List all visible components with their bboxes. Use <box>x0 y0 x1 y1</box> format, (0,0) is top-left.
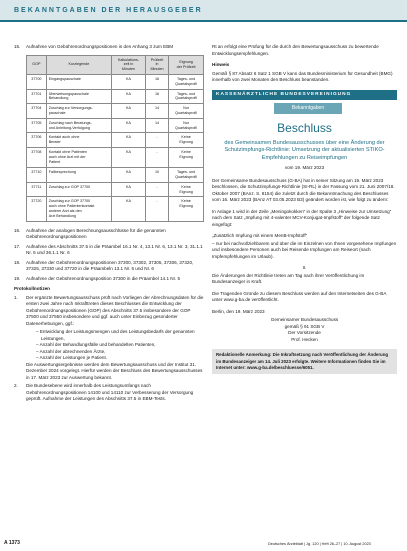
table-cell: Überweisungspauschale Behandlung <box>46 89 111 104</box>
table-cell: - <box>145 133 168 148</box>
list-item <box>14 244 204 257</box>
table-cell: 37701 <box>27 89 47 104</box>
right-column <box>212 44 397 374</box>
table-cell: KA <box>112 148 146 168</box>
table-cell: Zuschlag nach Beratungs- und Anleitung-Verfolgung <box>46 118 111 133</box>
table-cell: KA <box>112 168 146 183</box>
list-item <box>14 44 204 51</box>
signature-line: Prof. Hecken <box>291 336 318 342</box>
table-cell: Zuschlag zur Versorgungs- pauschale <box>46 104 111 119</box>
table-cell: 16 <box>145 89 168 104</box>
roman-numeral: II. <box>302 265 307 271</box>
note-tail: Die Auswertungsergebnisse werden dem Bewertungsausschuss und der Institut 31. Dezember 2024 vorgelegt. Hierfür werden der Beschluss des Bewertungsausschusses in 17. März 2023 zur Auswertung bekannt. <box>26 361 203 380</box>
table-header-row <box>27 55 204 74</box>
table-cell: 37710 <box>27 168 47 183</box>
bekanntgaben-tag: Bekanntgaben <box>274 103 342 114</box>
header-title: BEKANNTGABEN DER HERAUSGEBER <box>14 7 203 14</box>
table-row <box>27 148 204 168</box>
table-cell: - <box>145 148 168 168</box>
dash-item: – Anzahl der abrechnenden Ärzte, <box>36 348 106 354</box>
table-cell: Nur Quartalsprofil <box>169 118 204 133</box>
table-cell: - <box>145 182 168 197</box>
table-cell: KA <box>112 89 146 104</box>
table-cell: 37711 <box>27 182 47 197</box>
item-text: Aufnahme der analogen Berechnungsausschlüsse für die genannten Gebührenordnungspositionen <box>26 227 166 240</box>
item-number: 19. <box>14 275 21 281</box>
table-cell: Keine Eignung <box>169 133 204 148</box>
table-cell: 37705 <box>27 118 47 133</box>
table-cell: 37708 <box>27 148 47 168</box>
table-row <box>27 74 204 89</box>
table-row <box>27 118 204 133</box>
list-item <box>14 276 204 283</box>
table-cell: Eingangspauschale <box>46 74 111 89</box>
table-cell: Tages- und Quartalsprofil <box>169 168 204 183</box>
signature-line: gemäß § 91 SGB V <box>284 323 325 329</box>
table-cell: Zuschlag zur GOP 37700 <box>46 182 111 197</box>
date-line: vom 19. März 2023 <box>284 165 325 171</box>
table-header-cell: Kalkulations- zeit in Minuten <box>112 55 146 74</box>
table-cell: Keine Eignung <box>169 148 204 168</box>
table-cell: KA <box>112 104 146 119</box>
item-number: 15. <box>14 44 21 49</box>
gop-table <box>26 55 204 222</box>
table-cell: 14 <box>145 104 168 119</box>
table-row <box>27 133 204 148</box>
table-cell: KA <box>112 182 146 197</box>
table-row <box>27 197 204 221</box>
hinweis-heading: Hinweis <box>212 62 230 68</box>
table-cell: KA <box>112 74 146 89</box>
hinweis-paragraph: Gemäß § 87 Absatz 6 Satz 1 SGB V kann das Bundesministerium für Gesundheit (BMG) innerhalb von zwei Monaten den Beschluss beanstanden. <box>212 70 393 83</box>
table-cell: Tages- und Quartalsprofil <box>169 74 204 89</box>
table-body <box>27 74 204 221</box>
table-cell: Keine Eignung <box>169 182 204 197</box>
item-number: 16. <box>14 227 21 233</box>
page-subtitle: des Gemeinsamen Bundesausschusses über eine Änderung der Schutzimpfungs-Richtlinie: Umsetzung der aktualisierten STIKO-Empfehlungen zu Reiseimpfungen <box>224 139 385 161</box>
table-cell: - <box>145 197 168 221</box>
table-row <box>27 168 204 183</box>
table-cell: KA <box>112 118 146 133</box>
intro-paragraph: Rt an erfolgt eine Prüfung für die durch den Bewertungsausschuss zu bewertende Entwicklungsempfehlungen. <box>212 44 379 56</box>
table-row <box>27 182 204 197</box>
page-title: Beschluss <box>277 121 332 136</box>
journal-citation: Deutsches Ärzteblatt | Jg. 120 | Heft 26–27 | 10. August 2023 <box>268 542 371 546</box>
table-header-cell: Eignung der Prüfzeit <box>169 55 204 74</box>
item-number: 17. <box>14 243 21 249</box>
signature-line: Der Vorsitzende <box>288 330 321 336</box>
paragraph: – nur bei nachvollziehbarem und über die im Einzelnen von Ihnen vorgesehene Impfungen und insbesondere Personen auch bei Reisende Impfungen am Reiseort (nach Impfempfehlungen im Urlaub). <box>212 240 397 259</box>
header-bar <box>0 0 407 22</box>
place-date: Berlin, den 19. März 2023 <box>212 308 265 314</box>
table-cell: Fallbesprechung <box>46 168 111 183</box>
paragraph: Die Änderungen der Richtlinie treten am Tag nach ihrer Veröffentlichung im Bundesanzeiger in Kraft. <box>212 272 365 285</box>
table-cell: KA <box>112 133 146 148</box>
kbv-banner: KASSENÄRZTLICHE BUNDESVEREINIGUNG <box>212 90 397 101</box>
table-cell: 10 <box>145 168 168 183</box>
paragraph: In Anlage 1 wird in der Zeile „Meningokokken“ in der Spalte 3 „Hinweise zur Umsetzung“ nach dem Satz „Impfung mit 4-valenter MCV-Konjugat-Impfstoff“ der folgende Satz eingefügt: <box>212 208 392 227</box>
item-number: 18. <box>14 259 21 265</box>
paragraph: Die Tragenden Gründe zu diesem Beschluss werden auf den Internetseiten des G-BA unter www.g-ba.de veröffentlicht. <box>212 290 387 303</box>
table-cell: 37704 <box>27 104 47 119</box>
list-item <box>14 228 204 241</box>
table-cell: 37700 <box>27 74 47 89</box>
table-header-cell: Prüfzeit in Minuten <box>145 55 168 74</box>
dash-item: – Anzahl der Leistungen je Patient. <box>36 355 107 361</box>
table-cell: Kontakt ohne Patienten auch ohne Arzt mit der Patient <box>46 148 111 168</box>
left-column <box>14 44 204 405</box>
dash-item: – Entwicklung der Leistungsmengen und des Leistungsbedarfs der genannten Leistungen, <box>36 329 195 341</box>
list-item <box>14 260 204 273</box>
paragraph: Der Gemeinsame Bundesausschuss (G-BA) hat in seiner Sitzung am 19. März 2023 beschlossen, die Schutzimpfungs-Richtlinie (SI-RL) in der Fassung vom 21. Juni 2007/18. Oktober 2007 (BAnz. S. 8154) die zuletzt durch die Bekanntmachung des Beschlusses vom 16. März 2023 (BAnz AT 03.05.2023 B3) geändert worden ist, wie folgt zu ändern: <box>212 177 395 203</box>
dash-list <box>14 329 204 362</box>
editorial-note: Redaktionelle Anmerkung: Die Inkraftsetzung nach Veröffentlichung der Änderung im Bundesanzeiger am 14. Juli 2023 erfolgte. Weitere Informationen finden Sie im Internet unter: www.g-ba.de/beschluesse/6051. <box>212 349 397 374</box>
page-number: A 1373 <box>4 540 20 546</box>
table-cell: KA <box>112 197 146 221</box>
note-text: Die Bundesebene wird innerhalb des Leistungsumfangs nach Gebührenordnungspositionen 14100 und 14110 zur Verbesserung der Versorgung geprüft. Aufnahme der Leistungen des Abschnitts 37.5 in EBM-Tests. <box>26 383 194 402</box>
dash-item: – Anzahl der Behandlungsfälle und behandelten Patienten, <box>36 342 156 348</box>
quote: „Zusätzlich Impfung mit einem MenB-Impfstoff“ <box>212 233 308 239</box>
signature-line: Gemeinsamer Bundesausschuss <box>270 317 339 323</box>
item-text: Aufnahme des Abschnitts 37.5 in die Präambel 16.1 Nr. 4, 13.1 Nr. 6, 13.1 Nr. 3, 31.1.1 Nr. 6 und 36.1.1 Nr. 6 <box>26 243 203 256</box>
table-cell: Zuschlag zur GOP 37700 auch ohne Patientenkontakt anderer Arzt als den Arzt Behandlung <box>46 197 111 221</box>
note-text: Der ergänzte Bewertungsausschuss prüft nach Vorliegen der Abrechnungsdaten für die ersten zwei Jahre nach Inkrafttreten dieses Beschlusses die Entwicklung der Gebührenordnungspositionen (GOP) des Abschnitts 37.5 insbesondere der GOP 37500 und 37550 insbesondere und ggf. auch unter Einbezug gesonderter Datenerhebungen, ggf.: <box>26 294 204 326</box>
table-cell: 16 <box>145 74 168 89</box>
table-cell: Tages- und Quartalsprofil <box>169 89 204 104</box>
table-cell: Nur Quartalsprofil <box>169 104 204 119</box>
table-header-cell: Kurzlegende <box>46 55 111 74</box>
item-text: Aufnahme der Gebührenordnungspositionen 37300, 37302, 37305, 37306, 37320, 37325, 37330 und 37720 in die Präambeln 13.1 Nr. 5 und Nr. 6 <box>26 259 194 272</box>
note-item <box>14 295 204 328</box>
note-item <box>14 383 204 403</box>
table-cell: Keine Eignung <box>169 197 204 221</box>
table-header-cell: GOP <box>27 55 47 74</box>
item-text: Aufnahme von Gebührenordnungspositionen in den Anhang 3 zum EBM <box>26 44 174 49</box>
section-heading: Protokollnotizen <box>14 286 50 292</box>
note-number: 2. <box>14 383 18 389</box>
table-row <box>27 89 204 104</box>
table-cell: 37720 <box>27 197 47 221</box>
note-number: 1. <box>14 294 18 300</box>
table-cell: 37706 <box>27 133 47 148</box>
table-row <box>27 104 204 119</box>
table-cell: 14 <box>145 118 168 133</box>
item-text: Aufnahme der Gebührenordnungsposition 37300 in die Präambel 14.1 Nr. 5 <box>26 275 180 281</box>
table-cell: Kontakt auch ohne Berater <box>46 133 111 148</box>
